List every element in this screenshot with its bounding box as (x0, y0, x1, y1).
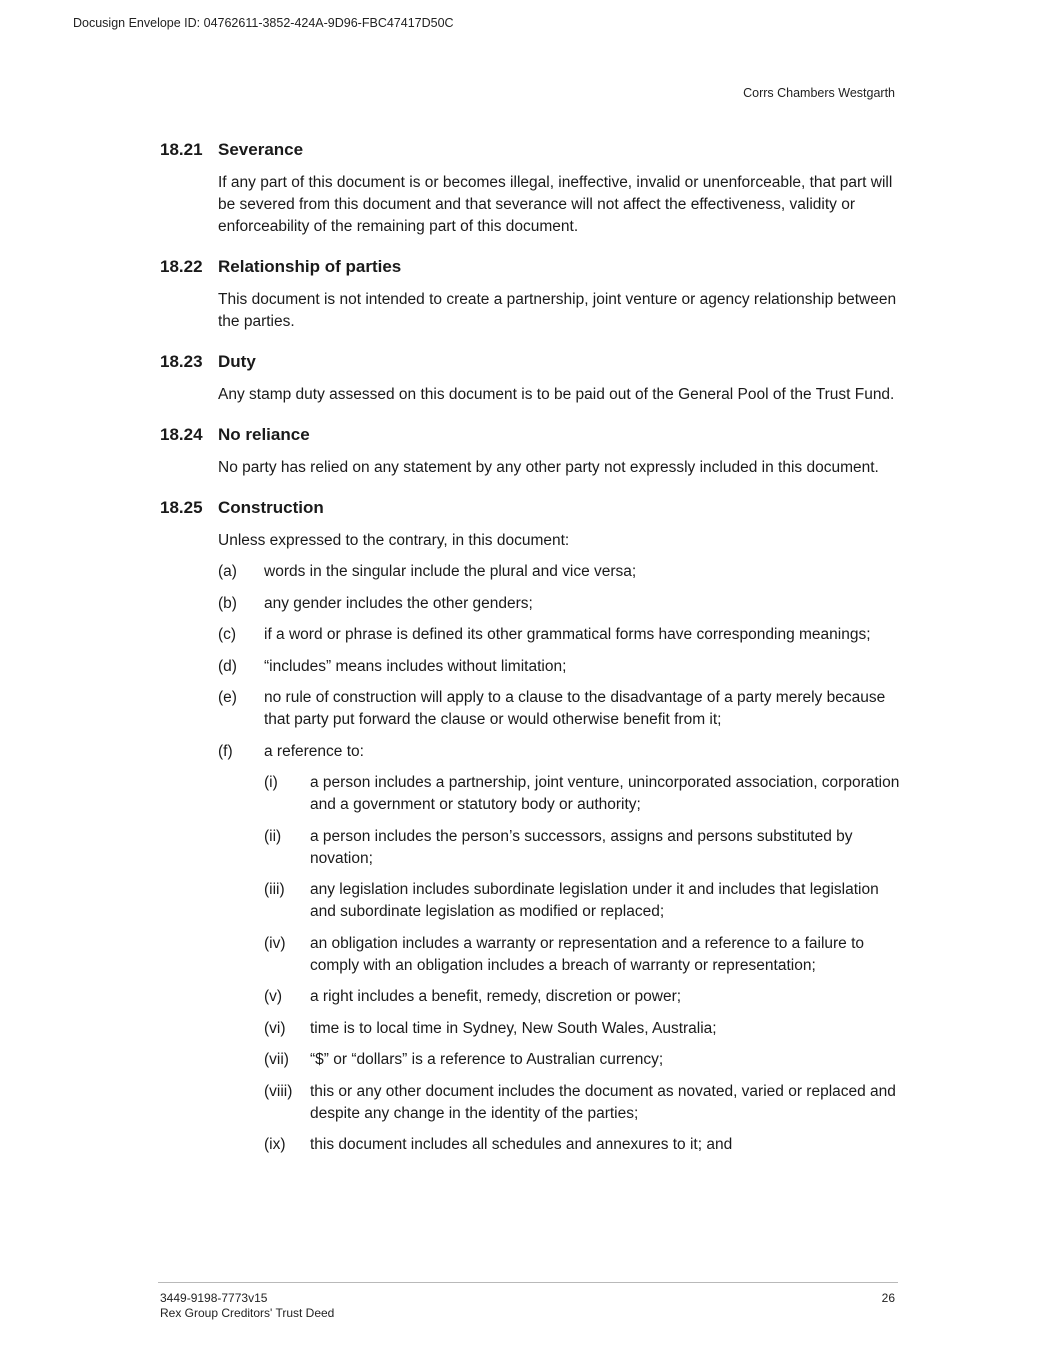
sublist-item-label: (iv) (264, 934, 286, 952)
list-item-label: (b) (218, 594, 237, 612)
list-item-text: “includes” means includes without limitation; (264, 657, 567, 675)
sublist-item (264, 933, 900, 977)
list-item-label: (e) (218, 689, 237, 706)
sublist-item-text: an obligation includes a warranty or representation and a reference to a failure to comply with an obligation includes a breach of warranty or representation; (310, 934, 865, 974)
clause-paragraph: Any stamp duty assessed on this document is to be paid out of the General Pool of the Trust Fund. (218, 386, 895, 403)
clause-paragraph: Unless expressed to the contrary, in this document: (218, 532, 570, 549)
list-item (218, 656, 900, 678)
sublist-item-label: (ii) (264, 827, 282, 845)
reference-sublist (264, 772, 900, 1156)
sublist-item-label: (iii) (264, 881, 285, 898)
sublist-item-text: a right includes a benefit, remedy, discretion or power; (310, 988, 682, 1005)
docusign-envelope-id: Docusign Envelope ID: 04762611-3852-424A-9D96-FBC47417D50C (73, 16, 454, 30)
clause-paragraph: If any part of this document is or becomes illegal, ineffective, invalid or unenforceable, that part will be severed from this document and that severance will not affect the effectiveness, validity or enforceability of the remaining part of this document. (218, 174, 893, 235)
list-item-text: no rule of construction will apply to a clause to the disadvantage of a party merely because that party put forward the clause or would otherwise benefit from it; (264, 689, 886, 728)
sublist-item-label: (ix) (264, 1136, 286, 1153)
document-body (160, 138, 900, 1173)
list-item-label: (d) (218, 657, 237, 675)
list-item (218, 624, 900, 646)
sublist-item-label: (v) (264, 988, 283, 1005)
footer-doc-number: 3449-9198-7773v15 (160, 1291, 268, 1305)
clause-title: Duty (218, 352, 256, 371)
list-item-text: any gender includes the other genders; (264, 594, 533, 612)
footer-divider (158, 1282, 898, 1283)
clause-heading (160, 496, 900, 520)
clause-heading (160, 423, 900, 447)
clause-heading (160, 138, 900, 162)
list-item-text: if a word or phrase is defined its other grammatical forms have corresponding meanings; (264, 626, 871, 643)
clause-18-23 (160, 350, 900, 406)
footer-doc-title: Rex Group Creditors' Trust Deed (160, 1306, 335, 1320)
list-item-label: (c) (218, 626, 237, 643)
sublist-item-text: “$” or “dollars” is a reference to Australian currency; (310, 1051, 664, 1068)
list-item (218, 593, 900, 615)
sublist-item (264, 986, 900, 1008)
clause-number: 18.24 (160, 425, 203, 444)
sublist-item (264, 1134, 900, 1156)
sublist-item-label: (vii) (264, 1051, 289, 1068)
sublist-item-text: this or any other document includes the document as novated, varied or replaced and despite any change in the identity of the parties; (310, 1082, 896, 1122)
list-item-label: (f) (218, 742, 233, 760)
list-item (218, 561, 900, 583)
clause-title: Construction (218, 498, 324, 517)
sublist-item-label: (vi) (264, 1019, 286, 1037)
list-item-text: a reference to: (264, 742, 364, 760)
clause-number: 18.21 (160, 140, 203, 159)
sublist-item-text: a person includes a partnership, joint venture, unincorporated association, corporation and a government or statutory body or authority; (310, 774, 900, 813)
clause-title: No reliance (218, 425, 310, 444)
clause-paragraph: No party has relied on any statement by any other party not expressly included in this document. (218, 459, 879, 476)
clause-heading (160, 350, 900, 374)
sublist-item (264, 1081, 900, 1125)
firm-name-header: Corrs Chambers Westgarth (743, 86, 895, 100)
list-item-label: (a) (218, 563, 237, 580)
list-item (218, 741, 900, 763)
list-item (218, 687, 900, 731)
construction-list (218, 561, 900, 1156)
clause-18-21 (160, 138, 900, 238)
clause-number: 18.23 (160, 352, 203, 371)
clause-18-22 (160, 255, 900, 333)
clause-title: Severance (218, 140, 304, 159)
clause-18-24 (160, 423, 900, 479)
sublist-item (264, 1049, 900, 1071)
sublist-item-text: a person includes the person’s successors, assigns and persons substituted by novation; (310, 827, 853, 867)
clause-heading (160, 255, 900, 279)
sublist-item (264, 772, 900, 816)
clause-18-25 (160, 496, 900, 1156)
sublist-item (264, 879, 900, 923)
list-item-text: words in the singular include the plural and vice versa; (264, 563, 637, 580)
sublist-item-text: any legislation includes subordinate legislation under it and includes that legislation and subordinate legislation as modified or replaced; (310, 881, 879, 920)
sublist-item-label: (viii) (264, 1082, 293, 1100)
clause-number: 18.22 (160, 257, 203, 276)
page-number: 26 (881, 1291, 895, 1305)
clause-paragraph: This document is not intended to create a partnership, joint venture or agency relationship between the parties. (218, 291, 897, 330)
sublist-item-label: (i) (264, 774, 278, 791)
clause-title: Relationship of parties (218, 257, 402, 276)
sublist-item (264, 826, 900, 870)
footer-doc-info (160, 1291, 334, 1321)
sublist-item-text: time is to local time in Sydney, New South Wales, Australia; (310, 1019, 717, 1037)
clause-number: 18.25 (160, 498, 203, 517)
sublist-item (264, 1018, 900, 1040)
sublist-item-text: this document includes all schedules and annexures to it; and (310, 1136, 733, 1153)
